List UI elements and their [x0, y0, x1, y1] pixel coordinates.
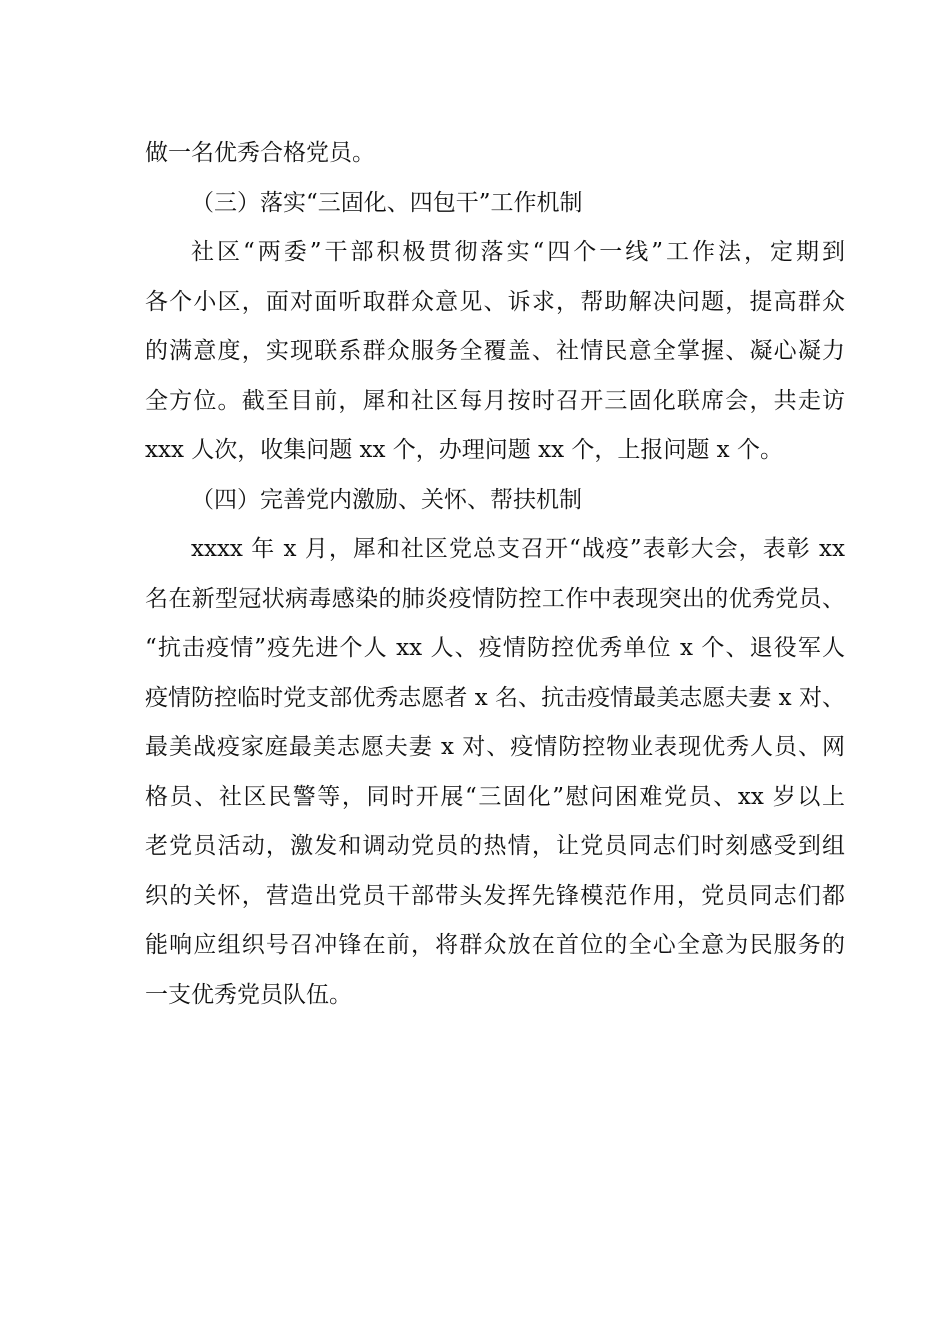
- paragraph-line: xxx 人次，收集问题 xx 个，办理问题 xx 个，上报问题 x 个。: [145, 437, 783, 463]
- paragraph-line: 疫情防控临时党支部优秀志愿者 x 名、抗击疫情最美志愿夫妻 x 对、: [145, 684, 845, 711]
- section-heading-4: （四）完善党内激励、关怀、帮扶机制: [191, 486, 582, 513]
- paragraph-line: 名在新型冠状病毒感染的肺炎疫情防控工作中表现突出的优秀党员、: [145, 585, 845, 612]
- paragraph-line: 全方位。截至目前，犀和社区每月按时召开三固化联席会，共走访: [145, 387, 845, 414]
- section-heading-3: （三）落实“三固化、四包干”工作机制: [191, 189, 583, 216]
- paragraph-line: xxxx 年 x 月，犀和社区党总支召开“战疫”表彰大会，表彰 xx: [191, 536, 845, 562]
- paragraph-line: 各个小区，面对面听取群众意见、诉求，帮助解决问题，提高群众: [145, 288, 845, 315]
- document-body: [145, 129, 845, 1020]
- paragraph-line: 社区“两委”干部积极贯彻落实“四个一线”工作法，定期到: [191, 239, 845, 265]
- paragraph-line: 一支优秀党员队伍。: [145, 981, 352, 1008]
- paragraph-line: 能响应组织号召冲锋在前，将群众放在首位的全心全意为民服务的: [145, 932, 845, 958]
- paragraph-line: 的满意度，实现联系群众服务全覆盖、社情民意全掌握、凝心凝力: [145, 338, 845, 364]
- paragraph-line: 做一名优秀合格党员。: [145, 140, 375, 166]
- paragraph-line: 格员、社区民警等，同时开展“三固化”慰问困难党员、xx 岁以上: [145, 783, 845, 810]
- paragraph-line: 织的关怀，营造出党员干部带头发挥先锋模范作用，党员同志们都: [145, 882, 845, 909]
- paragraph-line: “抗击疫情”疫先进个人 xx 人、疫情防控优秀单位 x 个、退役军人: [145, 635, 845, 661]
- paragraph-line: 最美战疫家庭最美志愿夫妻 x 对、疫情防控物业表现优秀人员、网: [145, 734, 845, 760]
- paragraph-line: 老党员活动，激发和调动党员的热情，让党员同志们时刻感受到组: [145, 833, 845, 859]
